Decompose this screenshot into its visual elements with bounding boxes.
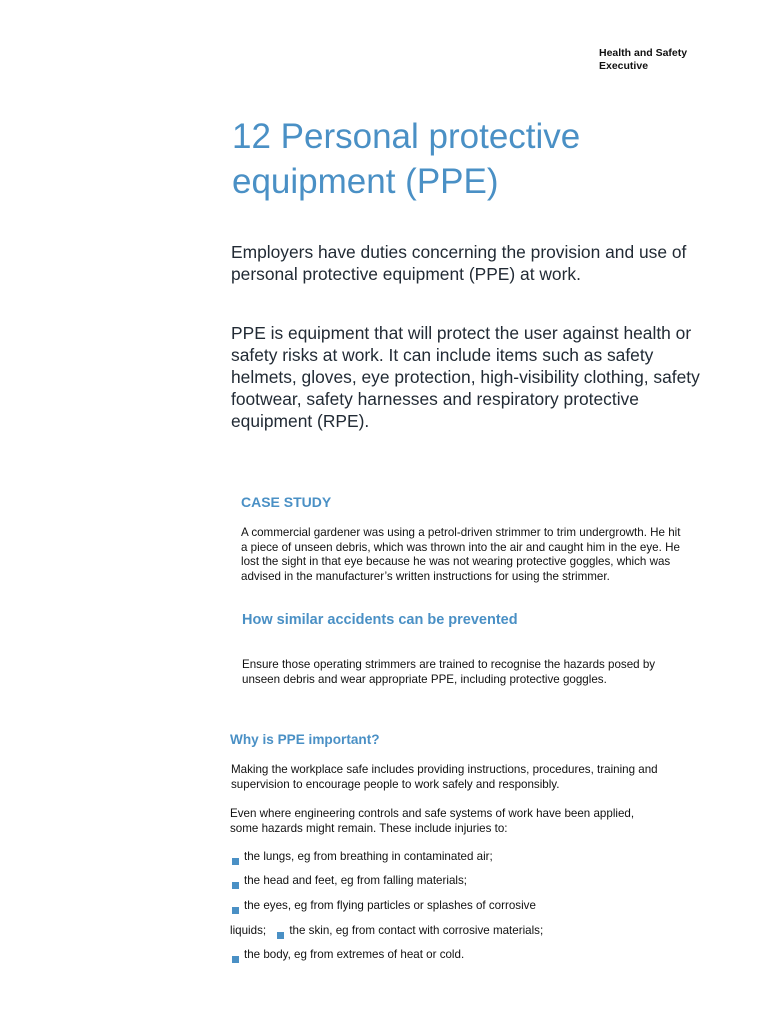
organization-name-line2: Executive [599, 60, 649, 72]
prevention-heading: How similar accidents can be prevented [242, 612, 518, 628]
square-bullet-icon [232, 882, 239, 889]
list-item [232, 948, 464, 963]
ppe-description-paragraph: PPE is equipment that will protect the user against health or safety risks at work. It can include items such as safety helmets, gloves, eye protection, high-visibility clothing, safety footwear, safety harnesses and respiratory protective equipment (RPE). [231, 323, 700, 431]
square-bullet-icon [232, 907, 239, 914]
list-item-text: the skin, eg from contact with corrosive materials; [289, 924, 544, 937]
list-item-text: the lungs, eg from breathing in contaminated air; [244, 850, 493, 863]
list-item-text: the eyes, eg from flying particles or splashes of corrosive [244, 899, 536, 912]
why-ppe-paragraph-1: Making the workplace safe includes providing instructions, procedures, training and supervision to encourage people to work safely and responsibly. [231, 763, 658, 791]
organization-name-line1: Health and Safety [599, 47, 688, 59]
prevention-text: Ensure those operating strimmers are trained to recognise the hazards posed by unseen debris and wear appropriate PPE, including protective goggles. [242, 658, 656, 686]
organization-name [599, 47, 687, 73]
why-ppe-heading: Why is PPE important? [230, 732, 380, 747]
square-bullet-icon [232, 858, 239, 865]
list-item [232, 874, 467, 889]
list-item-text: the body, eg from extremes of heat or cold. [244, 948, 465, 961]
intro-paragraph: Employers have duties concerning the provision and use of personal protective equipment (PPE) at work. [231, 242, 687, 284]
list-item [230, 924, 543, 939]
list-item-text: the head and feet, eg from falling materials; [244, 874, 467, 887]
list-item [232, 850, 493, 865]
list-item-text: liquids; [230, 924, 267, 937]
why-ppe-paragraph-2: Even where engineering controls and safe systems of work have been applied, some hazards might remain. These include injuries to: [230, 807, 635, 835]
list-item [232, 899, 536, 914]
page-title: 12 Personal protective equipment (PPE) [232, 117, 581, 201]
square-bullet-icon [277, 932, 284, 939]
case-study-heading: CASE STUDY [241, 494, 332, 510]
square-bullet-icon [232, 956, 239, 963]
case-study-text: A commercial gardener was using a petrol-driven strimmer to trim undergrowth. He hit a piece of unseen debris, which was thrown into the air and caught him in the eye. He lost the sight in that eye because he was not wearing protective goggles, which was advised in the manufacturer’s written instructions for using the strimmer. [241, 526, 681, 584]
